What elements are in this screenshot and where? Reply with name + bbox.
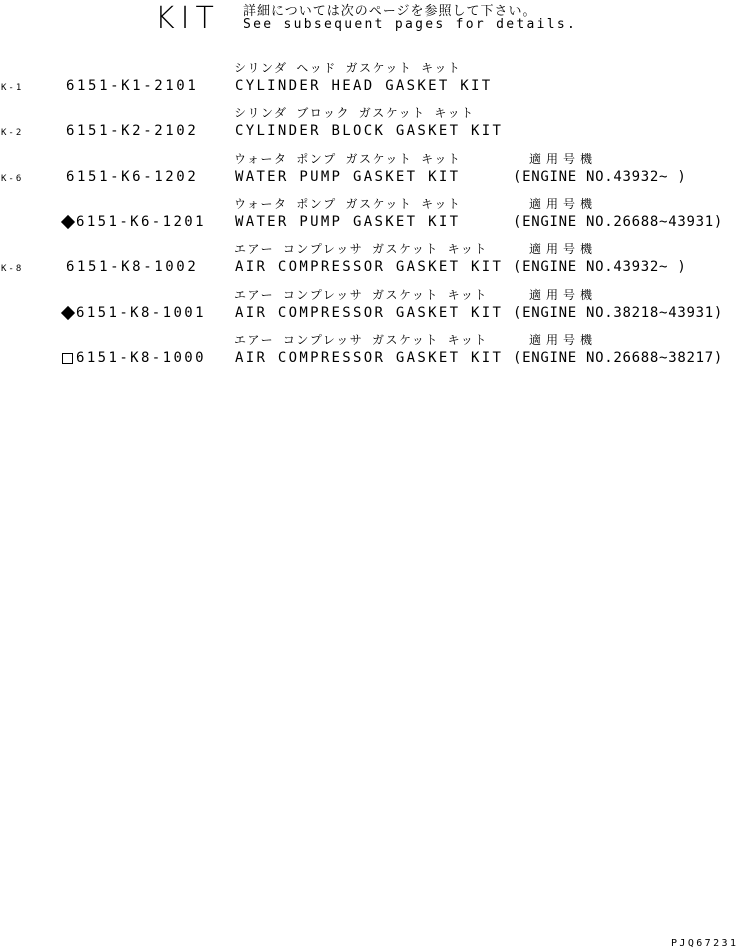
part-name-english: CYLINDER HEAD GASKET KIT bbox=[235, 78, 493, 94]
part-name-japanese: ウォータ ポンプ ガスケット キット bbox=[234, 152, 462, 166]
part-number: 6151-K6-1202 bbox=[66, 169, 199, 185]
part-number: 6151-K8-1000 bbox=[76, 350, 206, 366]
list-item bbox=[0, 102, 749, 147]
list-item bbox=[0, 238, 749, 283]
part-number: 6151-K8-1001 bbox=[76, 305, 206, 321]
part-name-english: WATER PUMP GASKET KIT bbox=[235, 169, 461, 185]
applicable-engine-range: (ENGINE NO.43932~ ) bbox=[513, 259, 687, 275]
square-marker-icon bbox=[60, 350, 76, 366]
applicable-engine-range: (ENGINE NO.26688~43931) bbox=[513, 214, 723, 230]
part-name-japanese: シリンダ ヘッド ガスケット キット bbox=[234, 61, 462, 75]
list-item bbox=[0, 284, 749, 329]
part-number: 6151-K2-2102 bbox=[66, 123, 199, 139]
applicable-engine-range: (ENGINE NO.43932~ ) bbox=[513, 169, 687, 185]
part-name-english: AIR COMPRESSOR GASKET KIT bbox=[235, 259, 504, 275]
diamond-marker-icon bbox=[60, 305, 76, 321]
diamond-marker-icon bbox=[60, 214, 76, 230]
note-japanese: 詳細については次のページを参照して下さい。 bbox=[243, 4, 537, 19]
document-id: PJQ67231 bbox=[671, 938, 739, 949]
part-number: 6151-K6-1201 bbox=[76, 214, 206, 230]
part-name-japanese: エアー コンプレッサ ガスケット キット bbox=[234, 242, 488, 256]
part-name-japanese: エアー コンプレッサ ガスケット キット bbox=[234, 288, 488, 302]
part-name-japanese: ウォータ ポンプ ガスケット キット bbox=[234, 197, 462, 211]
part-name-japanese: シリンダ ブロック ガスケット キット bbox=[234, 106, 475, 120]
list-item bbox=[0, 57, 749, 102]
applicable-serial-label: 適用号機 bbox=[529, 333, 598, 347]
figure-ref: K-8 bbox=[1, 264, 24, 274]
figure-ref: K-1 bbox=[1, 83, 24, 93]
part-name-english: AIR COMPRESSOR GASKET KIT bbox=[235, 305, 504, 321]
applicable-serial-label: 適用号機 bbox=[529, 197, 598, 211]
applicable-serial-label: 適用号機 bbox=[529, 242, 598, 256]
applicable-serial-label: 適用号機 bbox=[529, 288, 598, 302]
list-item bbox=[0, 193, 749, 238]
part-name-japanese: エアー コンプレッサ ガスケット キット bbox=[234, 333, 488, 347]
part-number: 6151-K1-2101 bbox=[66, 78, 199, 94]
applicable-engine-range: (ENGINE NO.26688~38217) bbox=[513, 350, 723, 366]
applicable-engine-range: (ENGINE NO.38218~43931) bbox=[513, 305, 723, 321]
figure-ref: K-2 bbox=[1, 128, 24, 138]
applicable-serial-label: 適用号機 bbox=[529, 152, 598, 166]
part-number: 6151-K8-1002 bbox=[66, 259, 199, 275]
list-item bbox=[0, 148, 749, 193]
note-english: See subsequent pages for details. bbox=[243, 17, 578, 32]
list-item bbox=[0, 329, 749, 374]
figure-ref: K-6 bbox=[1, 174, 24, 184]
part-name-english: CYLINDER BLOCK GASKET KIT bbox=[235, 123, 504, 139]
part-name-english: WATER PUMP GASKET KIT bbox=[235, 214, 461, 230]
page-title: KIT bbox=[155, 1, 220, 36]
part-name-english: AIR COMPRESSOR GASKET KIT bbox=[235, 350, 504, 366]
